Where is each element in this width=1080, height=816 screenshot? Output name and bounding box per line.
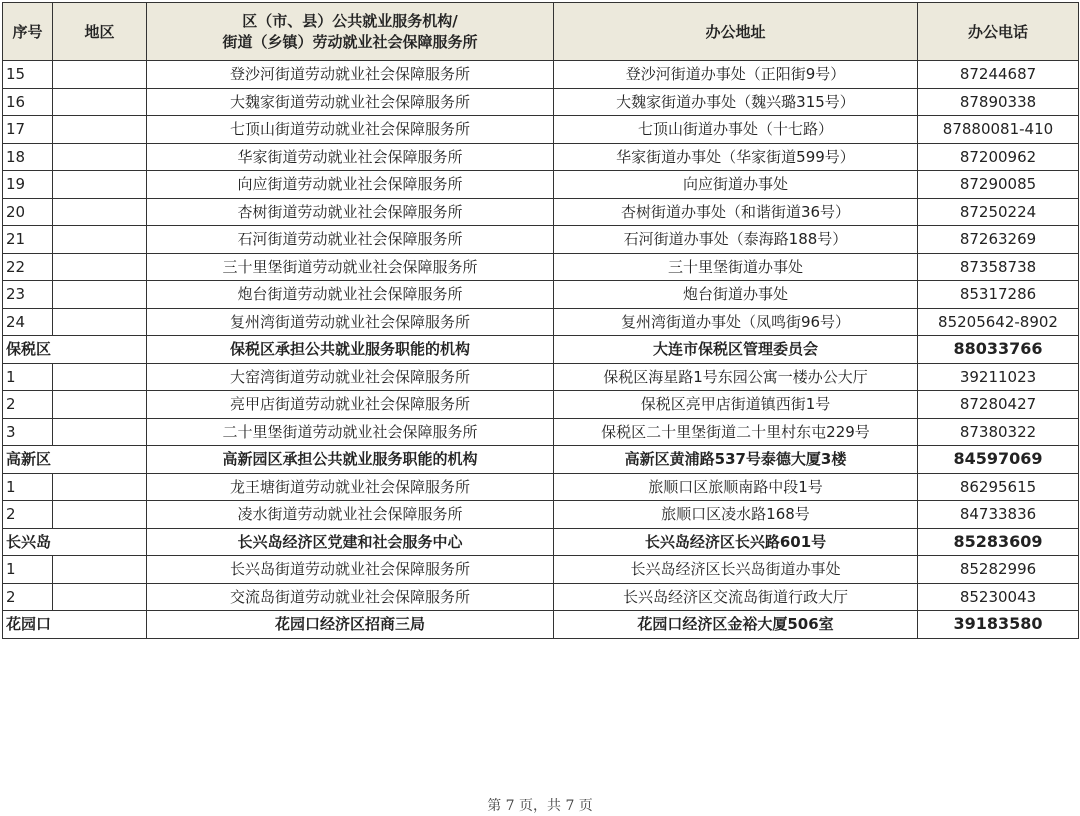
address-cell: 高新区黄浦路537号泰德大厦3楼 (554, 446, 918, 474)
region-cell (53, 281, 147, 309)
district-summary-row (3, 336, 1079, 364)
phone-cell: 87280427 (918, 391, 1079, 419)
organization-cell: 炮台街道劳动就业社会保障服务所 (147, 281, 554, 309)
phone-cell: 87263269 (918, 226, 1079, 254)
index-cell: 23 (3, 281, 53, 309)
region-cell (53, 143, 147, 171)
phone-cell: 85317286 (918, 281, 1079, 309)
region-cell (53, 583, 147, 611)
organization-cell: 凌水街道劳动就业社会保障服务所 (147, 501, 554, 529)
organization-cell: 花园口经济区招商三局 (147, 611, 554, 639)
organization-cell: 亮甲店街道劳动就业社会保障服务所 (147, 391, 554, 419)
region-cell (53, 418, 147, 446)
table-row (3, 418, 1079, 446)
region-cell (53, 363, 147, 391)
table-row (3, 253, 1079, 281)
address-cell: 长兴岛经济区长兴路601号 (554, 528, 918, 556)
header-region: 地区 (53, 3, 147, 61)
region-cell (53, 226, 147, 254)
table-row (3, 363, 1079, 391)
index-cell: 1 (3, 363, 53, 391)
phone-cell: 85230043 (918, 583, 1079, 611)
address-cell: 七顶山街道办事处（十七路） (554, 116, 918, 144)
index-cell: 18 (3, 143, 53, 171)
index-cell: 2 (3, 501, 53, 529)
organization-cell: 大窑湾街道劳动就业社会保障服务所 (147, 363, 554, 391)
organization-cell: 高新园区承担公共就业服务职能的机构 (147, 446, 554, 474)
address-cell: 保税区二十里堡街道二十里村东屯229号 (554, 418, 918, 446)
phone-cell: 39183580 (918, 611, 1079, 639)
phone-cell: 87244687 (918, 61, 1079, 89)
address-cell: 大连市保税区管理委员会 (554, 336, 918, 364)
organization-cell: 向应街道劳动就业社会保障服务所 (147, 171, 554, 199)
index-cell: 20 (3, 198, 53, 226)
header-index: 序号 (3, 3, 53, 61)
index-cell: 2 (3, 583, 53, 611)
region-cell (53, 308, 147, 336)
table-row (3, 143, 1079, 171)
address-cell: 炮台街道办事处 (554, 281, 918, 309)
table-row (3, 61, 1079, 89)
organization-cell: 登沙河街道劳动就业社会保障服务所 (147, 61, 554, 89)
phone-cell: 86295615 (918, 473, 1079, 501)
table-row (3, 501, 1079, 529)
organization-cell: 大魏家街道劳动就业社会保障服务所 (147, 88, 554, 116)
address-cell: 旅顺口区凌水路168号 (554, 501, 918, 529)
organization-cell: 长兴岛街道劳动就业社会保障服务所 (147, 556, 554, 584)
table-row (3, 171, 1079, 199)
phone-cell: 87890338 (918, 88, 1079, 116)
phone-cell: 87250224 (918, 198, 1079, 226)
index-cell: 16 (3, 88, 53, 116)
index-cell: 15 (3, 61, 53, 89)
organization-cell: 保税区承担公共就业服务职能的机构 (147, 336, 554, 364)
table-row (3, 583, 1079, 611)
index-cell: 3 (3, 418, 53, 446)
district-name-cell: 保税区 (3, 336, 147, 364)
region-cell (53, 556, 147, 584)
table-body (3, 61, 1079, 639)
table-row (3, 226, 1079, 254)
table-row (3, 116, 1079, 144)
region-cell (53, 198, 147, 226)
address-cell: 大魏家街道办事处（魏兴璐315号） (554, 88, 918, 116)
phone-cell: 84733836 (918, 501, 1079, 529)
region-cell (53, 61, 147, 89)
header-row (3, 3, 1079, 61)
district-name-cell: 高新区 (3, 446, 147, 474)
page-footer: 第 7 页，共 7 页 (487, 798, 593, 814)
table-row (3, 391, 1079, 419)
district-summary-row (3, 446, 1079, 474)
phone-cell: 87200962 (918, 143, 1079, 171)
region-cell (53, 116, 147, 144)
table-header (3, 3, 1079, 61)
index-cell: 24 (3, 308, 53, 336)
organization-cell: 三十里堡街道劳动就业社会保障服务所 (147, 253, 554, 281)
organization-cell: 七顶山街道劳动就业社会保障服务所 (147, 116, 554, 144)
index-cell: 17 (3, 116, 53, 144)
table-row (3, 556, 1079, 584)
header-organization-line1: 区（市、县）公共就业服务机构/ (242, 11, 458, 30)
phone-cell: 87290085 (918, 171, 1079, 199)
region-cell (53, 88, 147, 116)
phone-cell: 87358738 (918, 253, 1079, 281)
phone-cell: 87880081-410 (918, 116, 1079, 144)
region-cell (53, 473, 147, 501)
phone-cell: 39211023 (918, 363, 1079, 391)
organization-cell: 二十里堡街道劳动就业社会保障服务所 (147, 418, 554, 446)
index-cell: 2 (3, 391, 53, 419)
phone-cell: 85205642-8902 (918, 308, 1079, 336)
address-cell: 长兴岛经济区长兴岛街道办事处 (554, 556, 918, 584)
organization-cell: 杏树街道劳动就业社会保障服务所 (147, 198, 554, 226)
header-organization-line2: 街道（乡镇）劳动就业社会保障服务所 (222, 32, 478, 51)
region-cell (53, 391, 147, 419)
district-summary-row (3, 528, 1079, 556)
index-cell: 21 (3, 226, 53, 254)
region-cell (53, 253, 147, 281)
phone-cell: 85282996 (918, 556, 1079, 584)
organization-cell: 石河街道劳动就业社会保障服务所 (147, 226, 554, 254)
address-cell: 复州湾街道办事处（凤鸣街96号） (554, 308, 918, 336)
address-cell: 花园口经济区金裕大厦506室 (554, 611, 918, 639)
index-cell: 19 (3, 171, 53, 199)
organization-cell: 交流岛街道劳动就业社会保障服务所 (147, 583, 554, 611)
address-cell: 长兴岛经济区交流岛街道行政大厅 (554, 583, 918, 611)
table-row (3, 198, 1079, 226)
district-summary-row (3, 611, 1079, 639)
region-cell (53, 171, 147, 199)
header-address: 办公地址 (554, 3, 918, 61)
organization-cell: 华家街道劳动就业社会保障服务所 (147, 143, 554, 171)
phone-cell: 85283609 (918, 528, 1079, 556)
table-row (3, 88, 1079, 116)
address-cell: 保税区海星路1号东园公寓一楼办公大厅 (554, 363, 918, 391)
address-cell: 向应街道办事处 (554, 171, 918, 199)
index-cell: 1 (3, 473, 53, 501)
address-cell: 三十里堡街道办事处 (554, 253, 918, 281)
organization-cell: 长兴岛经济区党建和社会服务中心 (147, 528, 554, 556)
table-row (3, 473, 1079, 501)
district-name-cell: 花园口 (3, 611, 147, 639)
organization-cell: 复州湾街道劳动就业社会保障服务所 (147, 308, 554, 336)
region-cell (53, 501, 147, 529)
address-cell: 杏树街道办事处（和谐街道36号） (554, 198, 918, 226)
header-organization (147, 3, 554, 61)
table-row (3, 308, 1079, 336)
phone-cell: 88033766 (918, 336, 1079, 364)
table-row (3, 281, 1079, 309)
phone-cell: 87380322 (918, 418, 1079, 446)
address-cell: 旅顺口区旅顺南路中段1号 (554, 473, 918, 501)
phone-cell: 84597069 (918, 446, 1079, 474)
header-phone: 办公电话 (918, 3, 1079, 61)
address-cell: 保税区亮甲店街道镇西街1号 (554, 391, 918, 419)
address-cell: 登沙河街道办事处（正阳街9号） (554, 61, 918, 89)
district-name-cell: 长兴岛 (3, 528, 147, 556)
address-cell: 华家街道办事处（华家街道599号） (554, 143, 918, 171)
service-directory-table (2, 2, 1079, 639)
index-cell: 1 (3, 556, 53, 584)
index-cell: 22 (3, 253, 53, 281)
address-cell: 石河街道办事处（泰海路188号） (554, 226, 918, 254)
organization-cell: 龙王塘街道劳动就业社会保障服务所 (147, 473, 554, 501)
